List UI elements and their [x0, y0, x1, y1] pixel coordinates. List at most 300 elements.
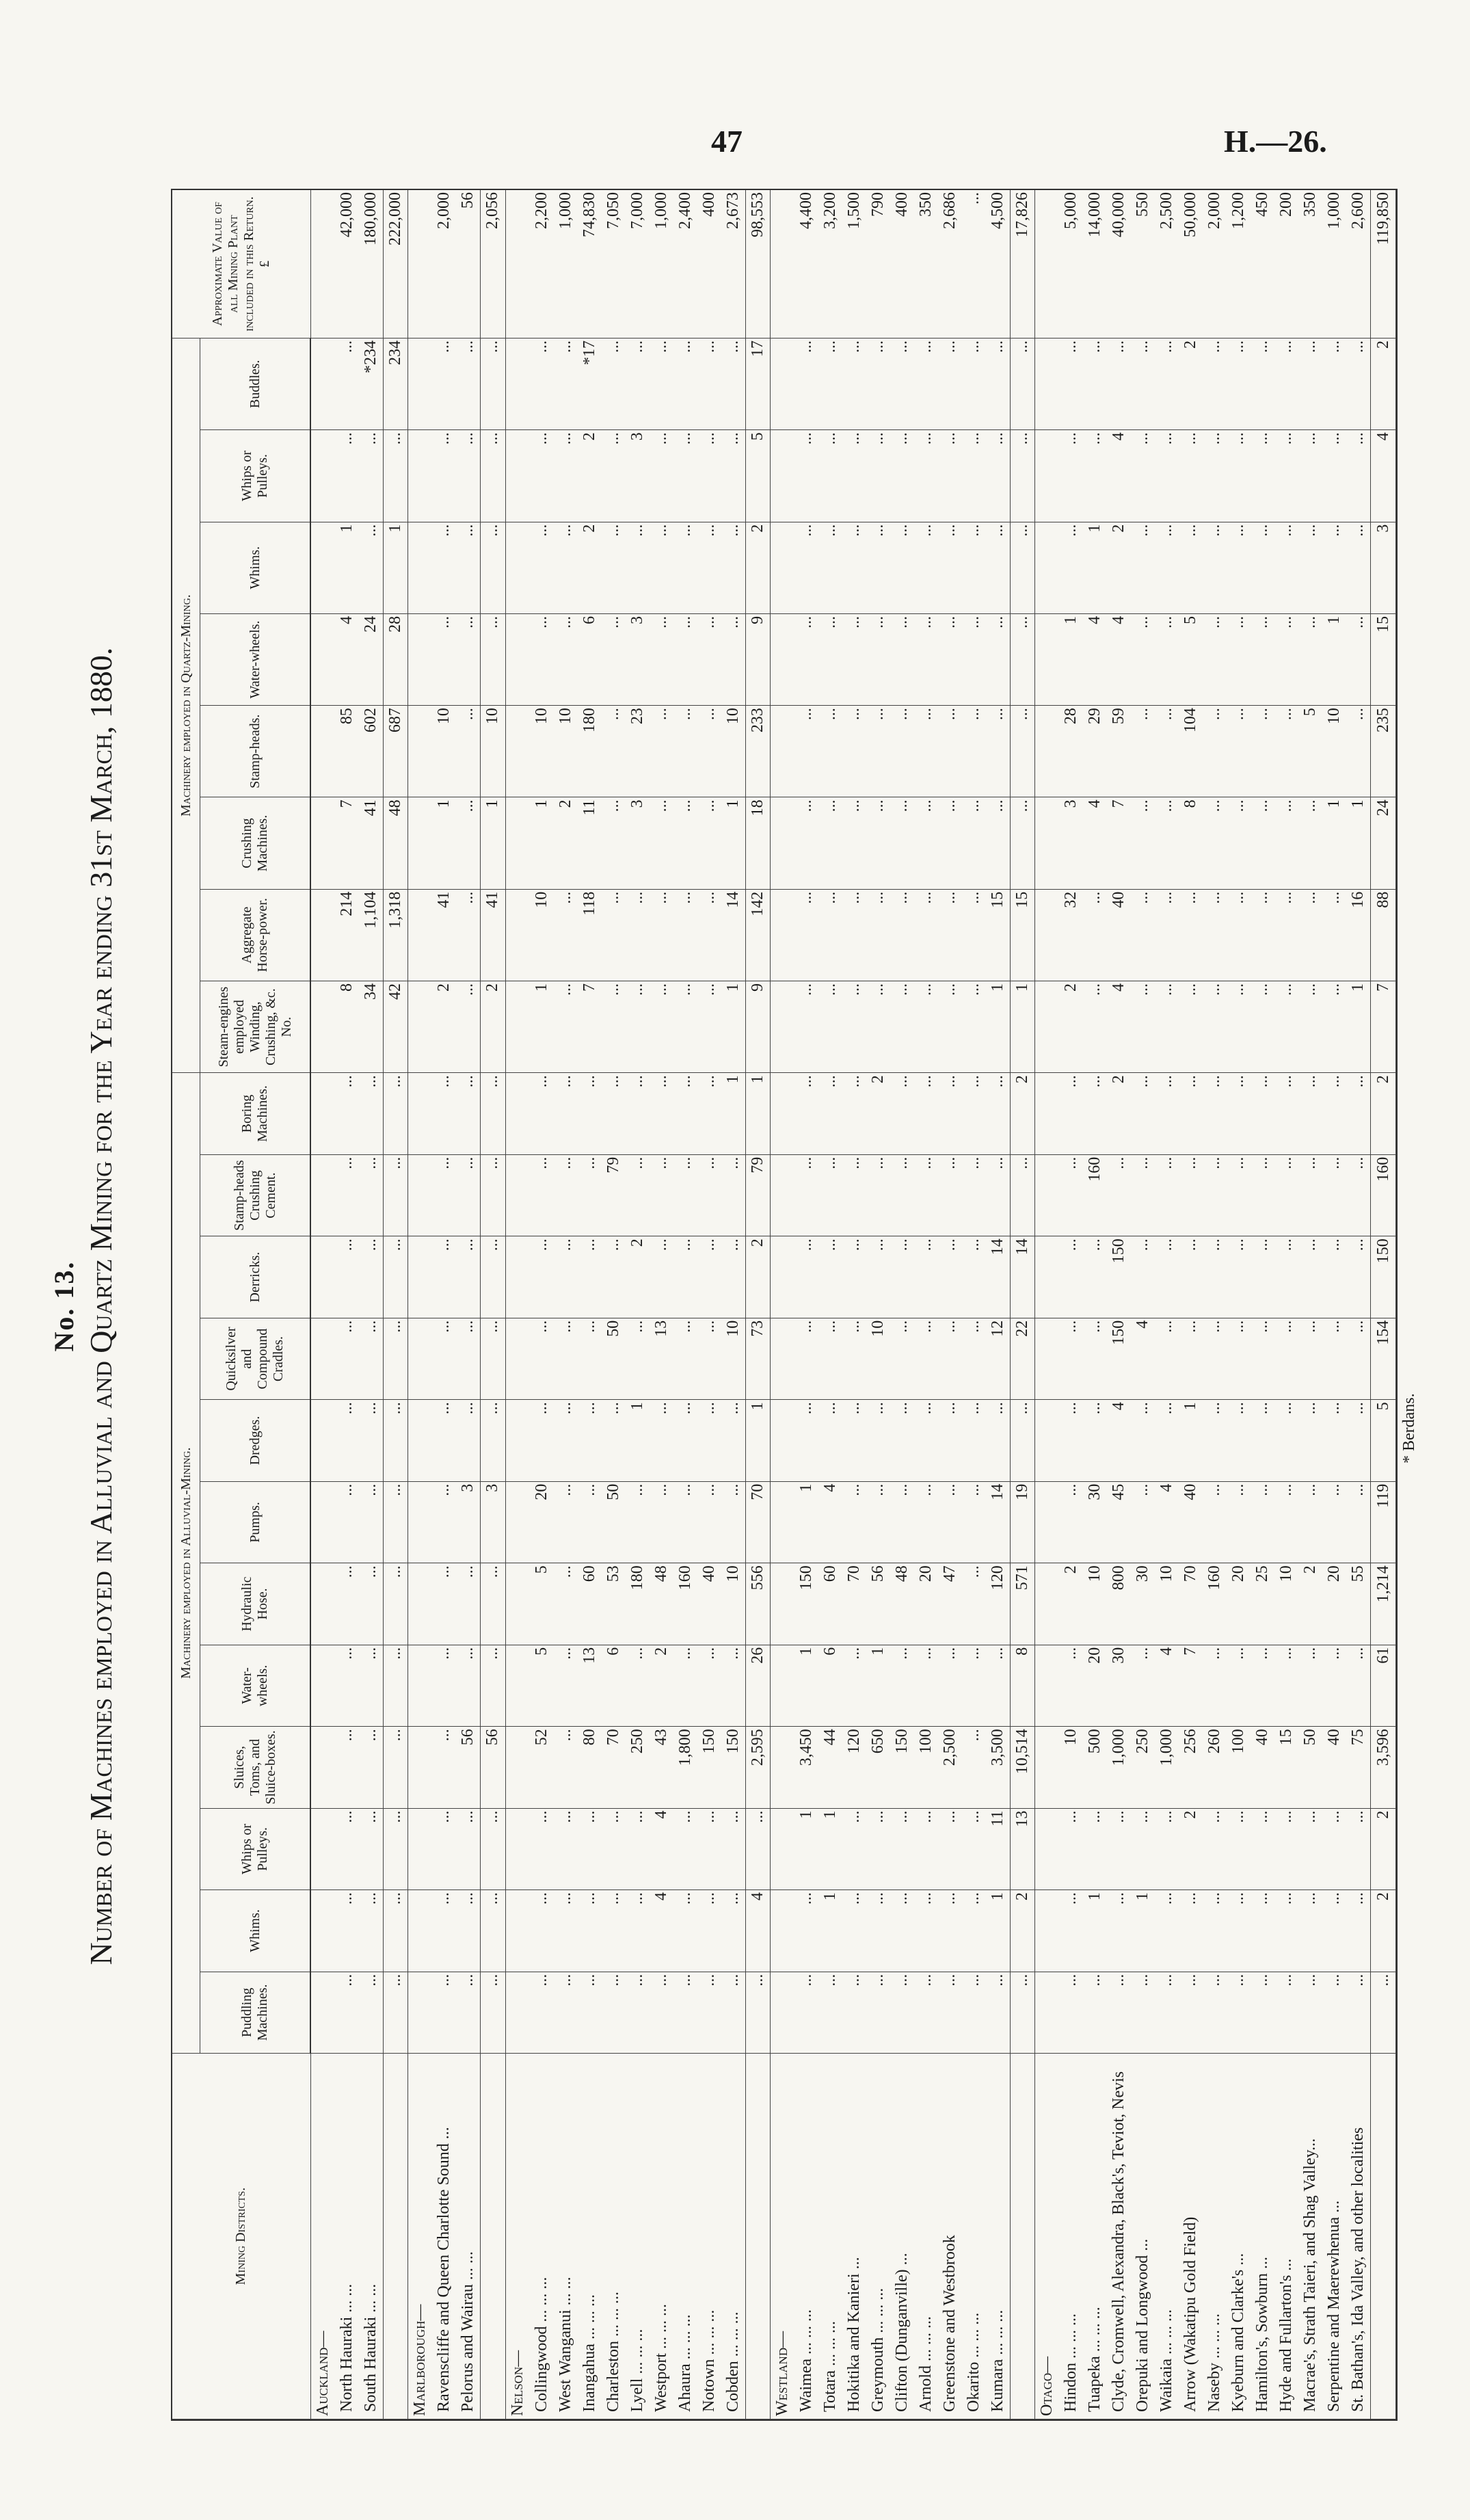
district-name: Kumara ... ... ...	[986, 2054, 1011, 2419]
table-cell: 3	[1371, 522, 1396, 613]
table-cell: ...	[1083, 1400, 1107, 1481]
table-cell	[770, 1481, 794, 1563]
table-cell: 650	[866, 1727, 890, 1808]
table-cell: ...	[962, 1972, 986, 2053]
table-cell: ...	[650, 1236, 673, 1318]
table-row	[1083, 190, 1107, 2419]
table-cell: ...	[890, 1318, 914, 1399]
table-cell: ...	[673, 522, 697, 613]
table-cell: ...	[456, 981, 481, 1072]
table-row	[938, 190, 962, 2419]
table-cell: ...	[1155, 1400, 1179, 1481]
table-cell	[770, 1400, 794, 1481]
table-cell: ...	[890, 1890, 914, 1972]
table-cell: 100	[1227, 1727, 1251, 1808]
table-cell: ...	[602, 1236, 626, 1318]
table-cell: ...	[335, 1481, 359, 1563]
table-cell: 59	[1107, 706, 1131, 797]
district-name: Waimea ... ... ...	[794, 2054, 818, 2419]
table-cell: ...	[1131, 797, 1155, 889]
table-cell: ...	[432, 522, 456, 613]
table-cell	[310, 430, 335, 522]
table-cell	[505, 1481, 530, 1563]
table-cell: ...	[1227, 1400, 1251, 1481]
table-cell	[505, 1890, 530, 1972]
table-cell	[310, 1890, 335, 1972]
table-cell: ...	[938, 706, 962, 797]
table-cell	[1035, 190, 1060, 338]
table-cell	[310, 797, 335, 889]
table-cell: ...	[1298, 1236, 1322, 1318]
table-cell	[1035, 613, 1060, 705]
table-cell: ...	[554, 1972, 578, 2053]
col-a-puddling: Puddling Machines.	[200, 1972, 311, 2053]
table-cell: ...	[842, 1073, 866, 1155]
table-cell: ...	[1011, 1972, 1035, 2053]
table-cell: ...	[1203, 1645, 1227, 1726]
table-cell: 17	[745, 338, 770, 429]
table-cell: ...	[602, 338, 626, 429]
table-cell: 7,050	[602, 190, 626, 338]
table-cell: 4	[1083, 797, 1107, 889]
table-cell	[408, 706, 433, 797]
table-cell: ...	[1059, 1808, 1083, 1889]
table-cell: ...	[1203, 1481, 1227, 1563]
table-cell	[1035, 338, 1060, 429]
table-cell: 1	[745, 1400, 770, 1481]
table-cell: 1	[530, 797, 554, 889]
table-cell: 1	[745, 1073, 770, 1155]
table-cell: ...	[818, 522, 842, 613]
table-cell: ...	[554, 1645, 578, 1726]
table-cell: ...	[721, 338, 746, 429]
table-row	[1059, 190, 1083, 2419]
table-cell: ...	[602, 430, 626, 522]
table-cell: ...	[626, 889, 650, 981]
table-cell: ...	[1251, 1972, 1274, 2053]
table-cell: ...	[1083, 1318, 1107, 1399]
table-cell: ...	[721, 613, 746, 705]
table-cell: 19	[1011, 1481, 1035, 1563]
table-cell: ...	[1227, 338, 1251, 429]
table-cell: 1,000	[1155, 1727, 1179, 1808]
table-cell: ...	[554, 981, 578, 1072]
table-cell: ...	[578, 1972, 602, 2053]
table-cell: 61	[1371, 1645, 1396, 1726]
table-cell: 98,553	[745, 190, 770, 338]
table-cell	[408, 1972, 433, 2053]
table-cell: ...	[673, 1481, 697, 1563]
table-cell: 5	[1298, 706, 1322, 797]
table-cell: 2	[578, 522, 602, 613]
table-cell: 10	[866, 1318, 890, 1399]
table-cell: ...	[481, 1808, 505, 1889]
table-cell: ...	[650, 1073, 673, 1155]
table-cell: 47	[938, 1563, 962, 1645]
table-cell: 14	[1011, 1236, 1035, 1318]
table-cell: ...	[1346, 1645, 1371, 1726]
table-cell: ...	[1346, 338, 1371, 429]
table-cell: 11	[986, 1808, 1011, 1889]
table-cell: ...	[673, 1972, 697, 2053]
table-cell	[770, 522, 794, 613]
table-cell: 24	[1371, 797, 1396, 889]
table-cell: ...	[794, 1154, 818, 1236]
table-cell	[310, 613, 335, 705]
table-cell: 1	[986, 1890, 1011, 1972]
table-cell: ...	[986, 338, 1011, 429]
table-cell	[408, 1890, 433, 1972]
table-cell: 119	[1371, 1481, 1396, 1563]
table-cell: ...	[359, 1727, 384, 1808]
table-cell: ...	[914, 613, 938, 705]
table-cell: ...	[962, 797, 986, 889]
district-name: Greenstone and Westbrook	[938, 2054, 962, 2419]
table-cell: ...	[481, 613, 505, 705]
table-body	[310, 190, 1396, 2419]
col-a-hose: Hydraulic Hose.	[200, 1563, 311, 1645]
table-cell: ...	[697, 1808, 721, 1889]
table-cell: ...	[578, 1890, 602, 1972]
table-cell: 222,000	[383, 190, 407, 338]
table-cell: ...	[673, 1318, 697, 1399]
table-cell: ...	[1251, 613, 1274, 705]
district-name: West Wanganui ... ...	[554, 2054, 578, 2419]
table-cell: 3,500	[986, 1727, 1011, 1808]
table-cell: ...	[962, 1563, 986, 1645]
table-cell: 4	[1371, 430, 1396, 522]
table-cell: ...	[842, 1154, 866, 1236]
table-cell: ...	[1155, 1073, 1179, 1155]
table-cell: 2	[1107, 522, 1131, 613]
table-cell: ...	[383, 1972, 407, 2053]
table-cell: ...	[1371, 1972, 1396, 2053]
table-cell: 234	[383, 338, 407, 429]
table-cell: ...	[890, 430, 914, 522]
table-cell: 4	[1155, 1645, 1179, 1726]
table-cell: ...	[335, 1972, 359, 2053]
table-cell: ...	[1155, 1154, 1179, 1236]
table-cell: 2	[866, 1073, 890, 1155]
table-cell: 6	[578, 613, 602, 705]
table-cell: 160	[1371, 1154, 1396, 1236]
table-cell: ...	[697, 706, 721, 797]
table-cell: 10	[1322, 706, 1346, 797]
table-cell: ...	[530, 430, 554, 522]
table-cell: ...	[1274, 1972, 1298, 2053]
table-cell: ...	[481, 1645, 505, 1726]
table-cell: ...	[1179, 430, 1203, 522]
col-a-dredges: Dredges.	[200, 1400, 311, 1481]
table-cell: 2	[1107, 1073, 1131, 1155]
table-cell: ...	[1083, 338, 1107, 429]
table-cell: ...	[1274, 613, 1298, 705]
col-q-whims: Whims.	[200, 522, 311, 613]
district-name: Waikaia ... ... ...	[1155, 2054, 1179, 2419]
table-cell	[408, 981, 433, 1072]
table-cell: ...	[650, 338, 673, 429]
table-cell: ...	[842, 613, 866, 705]
table-row	[1227, 190, 1251, 2419]
table-cell: ...	[818, 706, 842, 797]
table-cell: ...	[1011, 522, 1035, 613]
table-cell: ...	[962, 1400, 986, 1481]
table-row	[456, 190, 481, 2419]
table-cell: 2,600	[1346, 190, 1371, 338]
table-cell: ...	[842, 1972, 866, 2053]
table-cell: ...	[914, 1808, 938, 1889]
table-cell: ...	[1322, 1972, 1346, 2053]
table-cell: 48	[890, 1563, 914, 1645]
table-cell: ...	[986, 1972, 1011, 2053]
table-cell: ...	[1083, 889, 1107, 981]
table-cell: 2	[432, 981, 456, 1072]
table-cell: ...	[842, 430, 866, 522]
table-cell: ...	[818, 1073, 842, 1155]
table-cell: ...	[842, 1400, 866, 1481]
table-row	[530, 190, 554, 2419]
table-cell: 40	[1107, 889, 1131, 981]
table-cell: ...	[578, 1400, 602, 1481]
table-cell: ...	[335, 1563, 359, 1645]
table-cell: ...	[432, 1972, 456, 2053]
table-cell: 41	[359, 797, 384, 889]
table-cell: 48	[650, 1563, 673, 1645]
table-cell: ...	[818, 1154, 842, 1236]
table-cell: ...	[432, 1645, 456, 1726]
table-cell: ...	[697, 1236, 721, 1318]
table-cell: ...	[383, 1318, 407, 1399]
table-cell: ...	[1059, 430, 1083, 522]
table-cell: ...	[626, 1318, 650, 1399]
table-cell: 100	[914, 1727, 938, 1808]
table-cell: ...	[481, 430, 505, 522]
table-cell: ...	[335, 430, 359, 522]
district-name: Hokitika and Kanieri ...	[842, 2054, 866, 2419]
rotated-table-region	[49, 191, 1418, 2421]
table-cell: ...	[481, 1236, 505, 1318]
table-cell: ...	[1059, 1236, 1083, 1318]
table-cell: ...	[1322, 1154, 1346, 1236]
table-cell: ...	[721, 1808, 746, 1889]
table-cell: ...	[578, 1154, 602, 1236]
table-cell: ...	[626, 1645, 650, 1726]
table-cell: 4	[335, 613, 359, 705]
table-cell: ...	[1251, 430, 1274, 522]
table-cell: ...	[1251, 1481, 1274, 1563]
table-row	[1322, 190, 1346, 2419]
table-cell: ...	[890, 981, 914, 1072]
table-cell: ...	[1155, 706, 1179, 797]
table-cell: ...	[914, 797, 938, 889]
table-cell	[1035, 706, 1060, 797]
table-cell: ...	[530, 1808, 554, 1889]
table-cell: ...	[602, 981, 626, 1072]
table-cell: ...	[383, 1727, 407, 1808]
table-cell: 1	[794, 1645, 818, 1726]
table-cell: ...	[794, 1972, 818, 2053]
table-cell: ...	[1083, 1236, 1107, 1318]
table-cell: ...	[1274, 1808, 1298, 1889]
table-cell: 30	[1131, 1563, 1155, 1645]
table-cell	[1035, 1808, 1060, 1889]
table-cell: 150	[721, 1727, 746, 1808]
table-cell: ...	[866, 522, 890, 613]
table-cell: 10	[481, 706, 505, 797]
table-cell: 5	[1179, 613, 1203, 705]
table-cell	[310, 1154, 335, 1236]
table-cell: ...	[335, 1318, 359, 1399]
table-cell: ...	[554, 1481, 578, 1563]
table-cell: 4	[1083, 613, 1107, 705]
table-cell: ...	[626, 1481, 650, 1563]
table-cell: ...	[530, 1400, 554, 1481]
table-cell: 40	[697, 1563, 721, 1645]
table-cell	[770, 1972, 794, 2053]
col-q-whips: Whips or Pulleys.	[200, 430, 311, 522]
table-cell: 1	[335, 522, 359, 613]
table-cell: 26	[745, 1645, 770, 1726]
district-name: Naseby ... ... ...	[1203, 2054, 1227, 2419]
table-cell: ...	[1155, 797, 1179, 889]
table-cell: ...	[1011, 1154, 1035, 1236]
district-name: St. Bathan's, Ida Valley, and other localities	[1346, 2054, 1371, 2419]
table-cell: 3	[626, 797, 650, 889]
table-cell: ...	[697, 797, 721, 889]
col-q-stamp: Stamp-heads.	[200, 706, 311, 797]
table-cell	[770, 706, 794, 797]
table-cell: 70	[745, 1481, 770, 1563]
table-cell: ...	[1011, 1400, 1035, 1481]
table-cell: ...	[554, 1073, 578, 1155]
district-name: Macrae's, Strath Taieri, and Shag Valley...	[1298, 2054, 1322, 2419]
table-cell: ...	[794, 1318, 818, 1399]
table-cell: ...	[721, 1972, 746, 2053]
table-cell: 2	[1371, 1073, 1396, 1155]
table-cell: ...	[1298, 981, 1322, 1072]
table-cell: 571	[1011, 1563, 1035, 1645]
table-cell: ...	[1227, 522, 1251, 613]
table-cell: ...	[866, 797, 890, 889]
table-cell	[1035, 797, 1060, 889]
table-cell: ...	[1274, 1481, 1298, 1563]
table-cell: ...	[673, 1645, 697, 1726]
table-cell: ...	[359, 1972, 384, 2053]
table-cell: ...	[938, 1400, 962, 1481]
total-row	[481, 190, 505, 2419]
table-cell: 43	[650, 1727, 673, 1808]
table-cell	[1035, 430, 1060, 522]
table-cell: ...	[794, 1400, 818, 1481]
table-cell: 55	[1346, 1563, 1371, 1645]
table-cell: ...	[1155, 1808, 1179, 1889]
table-cell	[770, 1318, 794, 1399]
table-row	[721, 190, 746, 2419]
table-cell: ...	[1274, 1400, 1298, 1481]
table-cell: ...	[456, 1645, 481, 1726]
table-cell: 10	[721, 1318, 746, 1399]
district-name: Auckland—	[310, 2054, 335, 2419]
table-cell: 28	[383, 613, 407, 705]
table-cell: 50,000	[1179, 190, 1203, 338]
table-cell: ...	[335, 1236, 359, 1318]
table-cell: ...	[1274, 1890, 1298, 1972]
table-cell	[408, 797, 433, 889]
table-cell: 4	[1131, 1318, 1155, 1399]
table-row	[650, 190, 673, 2419]
table-cell: 13	[1011, 1808, 1035, 1889]
table-cell: ...	[432, 1808, 456, 1889]
table-cell: ...	[673, 1073, 697, 1155]
total-row	[1371, 190, 1396, 2419]
table-cell: ...	[1059, 1073, 1083, 1155]
table-cell: 11	[578, 797, 602, 889]
table-cell: ...	[1322, 430, 1346, 522]
table-cell: ...	[1346, 430, 1371, 522]
table-cell: ...	[842, 338, 866, 429]
table-cell: ...	[650, 1154, 673, 1236]
table-cell: ...	[456, 1400, 481, 1481]
table-cell: 3,596	[1371, 1727, 1396, 1808]
table-cell: ...	[626, 1154, 650, 1236]
col-a-whims: Whims.	[200, 1890, 311, 1972]
table-cell: ...	[1227, 706, 1251, 797]
table-cell: ...	[914, 1890, 938, 1972]
group-alluvial: Machinery employed in Alluvial-Mining.	[172, 1073, 200, 2054]
table-cell: ...	[794, 613, 818, 705]
table-cell: ...	[554, 338, 578, 429]
table-cell: ...	[986, 706, 1011, 797]
table-cell: 75	[1346, 1727, 1371, 1808]
district-name: Clifton (Dunganville) ...	[890, 2054, 914, 2419]
table-cell: ...	[890, 1808, 914, 1889]
table-cell: ...	[673, 889, 697, 981]
table-cell: ...	[1227, 430, 1251, 522]
table-cell: 1	[1131, 1890, 1155, 1972]
district-name: Ravenscliffe and Queen Charlotte Sound ...	[432, 2054, 456, 2419]
table-row	[794, 190, 818, 2419]
table-cell: 6	[818, 1645, 842, 1726]
district-name: Hindon ... ... ...	[1059, 2054, 1083, 2419]
table-cell: ...	[554, 1890, 578, 1972]
table-cell: 40	[1322, 1727, 1346, 1808]
table-cell	[408, 430, 433, 522]
table-cell: ...	[962, 338, 986, 429]
table-cell: ...	[1083, 1972, 1107, 2053]
table-cell: ...	[1131, 1972, 1155, 2053]
table-cell	[310, 706, 335, 797]
table-cell: ...	[626, 981, 650, 1072]
table-cell: ...	[914, 1318, 938, 1399]
table-cell: ...	[456, 613, 481, 705]
col-a-pumps: Pumps.	[200, 1481, 311, 1563]
table-cell: ...	[1298, 430, 1322, 522]
table-cell: ...	[842, 1808, 866, 1889]
col-a-waterwheels: Water-wheels.	[200, 1645, 311, 1726]
table-cell: 2,400	[673, 190, 697, 338]
table-cell: 60	[818, 1563, 842, 1645]
table-row	[578, 190, 602, 2419]
table-cell: ...	[962, 1236, 986, 1318]
table-cell: ...	[1227, 1318, 1251, 1399]
table-cell: ...	[1227, 889, 1251, 981]
table-cell: ...	[914, 1645, 938, 1726]
table-cell: ...	[1059, 1890, 1083, 1972]
table-cell: ...	[1346, 1890, 1371, 1972]
table-cell	[505, 430, 530, 522]
table-cell: 256	[1179, 1727, 1203, 1808]
table-cell: ...	[818, 613, 842, 705]
